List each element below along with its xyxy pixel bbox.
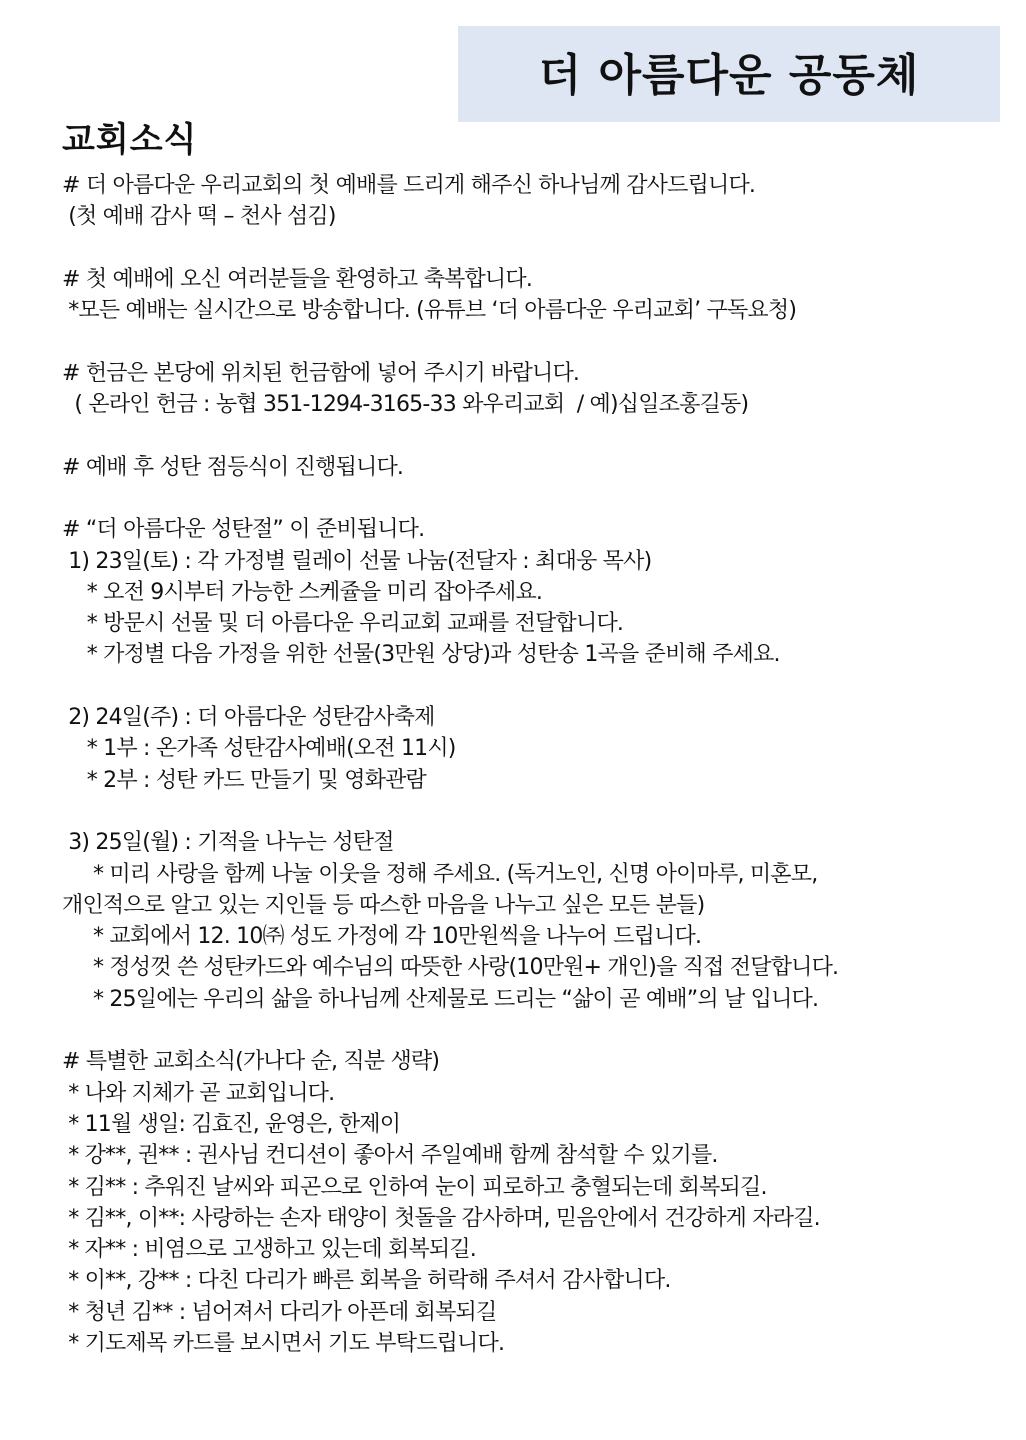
news-line: * 김**, 이**: 사랑하는 손자 태양이 첫돌을 감사하며, 믿음안에서 건강하게 자라길. [62,1205,820,1231]
news-line: * 방문시 선물 및 더 아름다운 우리교회 교패를 전달합니다. [62,611,624,637]
news-line: 3) 25일(월) : 기적을 나누는 성탄절 [62,830,394,856]
news-line: * 1부 : 온가족 성탄감사예배(오전 11시) [62,736,456,762]
news-line: * 정성껏 쓴 성탄카드와 예수님의 따뜻한 사랑(10만원+ 개인)을 직접 전달합니다. [62,955,839,981]
blank-line [62,671,1012,702]
news-line: 개인적으로 알고 있는 지인들 등 따스한 마음을 나누고 싶은 모든 분들) [62,892,705,918]
blank-line [62,1015,1012,1046]
blank-line [62,326,1012,357]
news-line: * 나와 지체가 곧 교회입니다. [62,1080,335,1106]
news-line: * 청년 김** : 넘어져서 다리가 아픈데 회복되길 [62,1299,497,1325]
news-line: * 기도제목 카드를 보시면서 기도 부탁드립니다. [62,1330,505,1356]
news-line: (첫 예배 감사 떡 – 천사 섬김) [62,204,336,230]
page-title: 더 아름다운 공동체 [538,50,920,101]
news-line: # 특별한 교회소식(가나다 순, 직분 생략) [62,1049,440,1075]
blank-line [62,796,1012,827]
news-line: 2) 24일(주) : 더 아름다운 성탄감사축제 [62,705,435,731]
blank-line [62,483,1012,514]
news-line: * 강**, 권** : 권사님 컨디션이 좋아서 주일예배 함께 참석할 수 있기를. [62,1143,718,1169]
news-line: ( 온라인 헌금 : 농협 351-1294-3165-33 와우리교회 / 예)십일조홍길동) [62,392,749,418]
news-body [62,170,1012,1359]
section-heading: 교회소식 [62,120,198,160]
news-line: 1) 23일(토) : 각 가정별 릴레이 선물 나눔(전달자 : 최대웅 목사) [62,548,652,574]
news-line: # 헌금은 본당에 위치된 헌금함에 넣어 주시기 바랍니다. [62,360,580,386]
news-line: * 이**, 강** : 다친 다리가 빠른 회복을 허락해 주셔서 감사합니다. [62,1268,671,1294]
news-line: # 예배 후 성탄 점등식이 진행됩니다. [62,454,404,480]
news-line: * 가정별 다음 가정을 위한 선물(3만원 상당)과 성탄송 1곡을 준비해 주세요. [62,642,780,668]
title-banner [458,26,1000,122]
news-line: * 오전 9시부터 가능한 스케쥴을 미리 잡아주세요. [62,579,543,605]
blank-line [62,233,1012,264]
news-line: * 자** : 비염으로 고생하고 있는데 회복되길. [62,1237,476,1263]
news-line: * 교회에서 12. 10㈜ 성도 가정에 각 10만원씩을 나누어 드립니다. [62,924,702,950]
news-line: * 미리 사랑을 함께 나눌 이웃을 정해 주세요. (독거노인, 신명 아이마루, 미혼모, [62,861,818,887]
news-line: # “더 아름다운 성탄절” 이 준비됩니다. [62,517,425,543]
news-line: *모든 예배는 실시간으로 방송합니다. (유튜브 ‘더 아름다운 우리교회’ 구독요청) [62,298,797,324]
news-line: * 김** : 추워진 날씨와 피곤으로 인하여 눈이 피로하고 충혈되는데 회복되길. [62,1174,767,1200]
blank-line [62,420,1012,451]
news-line: # 더 아름다운 우리교회의 첫 예배를 드리게 해주신 하나님께 감사드립니다. [62,173,756,198]
news-line: # 첫 예배에 오신 여러분들을 환영하고 축복합니다. [62,266,533,292]
news-line: * 2부 : 성탄 카드 만들기 및 영화관람 [62,767,427,793]
news-line: * 25일에는 우리의 삶을 하나님께 산제물로 드리는 “삶이 곧 예배”의 날 입니다. [62,986,819,1012]
news-line: * 11월 생일: 김효진, 윤영은, 한제이 [62,1111,401,1137]
